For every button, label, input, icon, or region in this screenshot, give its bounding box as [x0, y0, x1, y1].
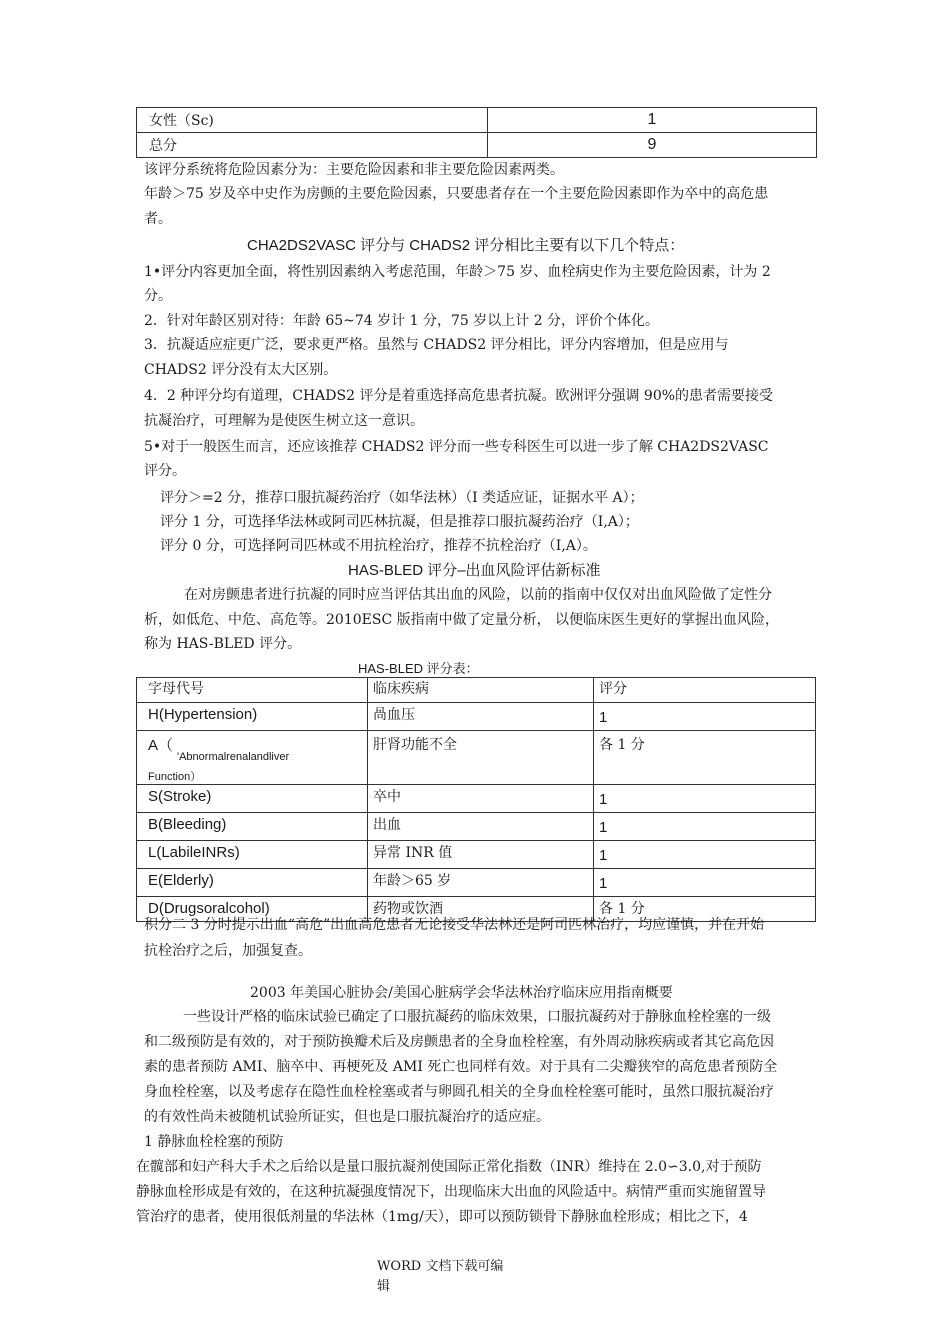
column-header: 评分: [594, 678, 816, 703]
footer-note: WORD 文档下载可编: [377, 1259, 504, 1274]
paragraph-line: 的有效性尚未被随机试验所证实，但也是口服抗凝治疗的适应症。: [144, 1109, 550, 1125]
paragraph-line: 3．抗凝适应症更广泛，要求更严格。虽然与 CHADS2 评分相比，评分内容增加，但是应用与: [144, 337, 729, 353]
paragraph-line: 析，如低危、中危、高危等。2010ESC 版指南中做了定量分析， 以便临床医生更好的掌握出血风险，: [144, 612, 780, 628]
clinical-condition: 年龄＞65 岁: [368, 869, 594, 897]
column-header: 字母代号: [137, 678, 368, 703]
letter-code: A（: [148, 737, 174, 754]
table-row: [137, 731, 816, 785]
clinical-condition: 药物或饮酒: [368, 897, 594, 922]
score-cell: [594, 841, 816, 869]
paragraph-line: 1•评分内容更加全面，将性别因素纳入考虑范围，年龄＞75 岁、血栓病史作为主要危险因素，计为 2: [144, 264, 771, 280]
row-value: 9: [488, 133, 817, 158]
paragraph-line: 在髋部和妇产科大手术之后给以是量口服抗凝剂使国际正常化指数（INR）维持在 2.0∽3.0,对于预防: [136, 1159, 762, 1175]
clinical-condition: 卒中: [368, 785, 594, 813]
letter-code: H(Hypertension): [137, 703, 368, 731]
paragraph-line: 4．2 种评分均有道理，CHADS2 评分是着重选择高危患者抗凝。欧洲评分强调 90%的患者需要接受: [144, 388, 774, 404]
letter-code: L(LabileINRs): [137, 841, 368, 869]
footer-note: 辑: [377, 1279, 391, 1294]
score-cell: [594, 703, 816, 731]
letter-code-detail: 'Abnormalrenalandliver: [177, 751, 290, 763]
section-heading: 2003 年美国心脏协会/美国心脏病学会华法林治疗临床应用指南概要: [250, 985, 673, 1001]
paragraph-line: 和二级预防是有效的，对于预防换瓣术后及房颤患者的全身血栓栓塞，有外周动脉疾病或者其它高危因: [144, 1034, 774, 1050]
paragraph-line: 年龄＞75 岁及卒中史作为房颤的主要危险因素，只要患者存在一个主要危险因素即作为卒中的高危患: [144, 186, 769, 202]
paragraph-line: 抗栓治疗之后，加强复查。: [144, 943, 312, 959]
score-cell: [594, 785, 816, 813]
letter-code: S(Stroke): [137, 785, 368, 813]
recommendation-line: 评分＞=2 分，推荐口服抗凝药治疗（如华法林）（I 类适应证，证据水平 A）；: [160, 490, 644, 506]
table-header-row: [137, 678, 816, 703]
paragraph-line: 者。: [144, 211, 172, 227]
paragraph-line: 抗凝治疗，可理解为是使医生树立这一意识。: [144, 413, 424, 429]
subsection-heading: 1 静脉血栓栓塞的预防: [144, 1134, 284, 1150]
letter-code: B(Bleeding): [137, 813, 368, 841]
table-row: [137, 703, 816, 731]
table-row: [137, 108, 817, 133]
table-row: [137, 133, 817, 158]
score-value: 各 1 分: [594, 731, 816, 785]
table-row: [137, 813, 816, 841]
paragraph-line: 评分。: [144, 463, 186, 479]
clinical-condition: 肝肾功能不全: [368, 731, 594, 785]
score-value: 1: [599, 819, 608, 836]
score-value: 1: [599, 791, 608, 808]
letter-code-cell: [137, 731, 368, 785]
paragraph-line: 管治疗的患者，使用很低剂量的华法林（1mg/天），即可以预防锁骨下静脉血栓形成；相比之下，4: [136, 1209, 748, 1225]
section-heading: CHA2DS2VASC 评分与 CHADS2 评分相比主要有以下几个特点：: [247, 237, 685, 254]
letter-code: D(Drugsoralcohol): [137, 897, 368, 922]
table-row: [137, 869, 816, 897]
score-cell: [594, 869, 816, 897]
paragraph-line: CHADS2 评分没有太大区别。: [144, 362, 338, 378]
score-cell: [594, 813, 816, 841]
row-value: 1: [488, 108, 817, 133]
score-value: 1: [599, 875, 608, 892]
clinical-condition: 出血: [368, 813, 594, 841]
has-bled-table: [136, 677, 816, 922]
paragraph-line: 称为 HAS-BLED 评分。: [144, 636, 302, 652]
paragraph-line: 2．针对年龄区别对待：年龄 65~74 岁计 1 分，75 岁以上计 2 分，评价个体化。: [144, 313, 660, 329]
column-header: 临床疾病: [368, 678, 594, 703]
clinical-condition: 咼血压: [368, 703, 594, 731]
table-row: [137, 841, 816, 869]
row-label: 总分: [137, 133, 488, 158]
score-value: 各 1 分: [594, 897, 816, 922]
paragraph-line: 素的患者预防 AMI、脑卒中、再梗死及 AMI 死亡也同样有效。对于具有二尖瓣狭窄的高危患者预防全: [144, 1059, 778, 1075]
paragraph-line: 身血栓栓塞，以及考虑存在隐性血栓栓塞或者与卵圆孔相关的全身血栓栓塞可能时，虽然口服抗凝治疗: [144, 1084, 774, 1100]
score-value: 1: [599, 709, 608, 726]
section-heading: HAS-BLED 评分–出血风险评估新标准: [348, 562, 601, 579]
paragraph-line: 积分二 3 分时提示出血“高危”出血高危患者无论接受华法林还是阿司匹林治疗，均应谨慎，并在开始: [144, 917, 765, 933]
score-summary-table: [136, 107, 817, 158]
paragraph-line: 一些设计严格的临床试验已确定了口服抗凝药的临床效果，口服抗凝药对于静脉血栓栓塞的一级: [183, 1009, 771, 1025]
paragraph-line: 该评分系统将危险因素分为：主要危险因素和非主要危险因素两类。: [144, 162, 564, 178]
paragraph-line: 静脉血栓形成是有效的，在这种抗凝强度情况下，出现临床大出血的风险适中。病情严重而实施留置导: [136, 1184, 766, 1200]
recommendation-line: 评分 0 分，可选择阿司匹林或不用抗栓治疗，推荐不抗栓治疗（I,A）。: [160, 538, 597, 554]
letter-code: E(Elderly): [137, 869, 368, 897]
paragraph-line: 在对房颤患者进行抗凝的同时应当评估其出血的风险，以前的指南中仅仅对出血风险做了定性分: [184, 587, 772, 603]
row-label: 女性（Sc): [137, 108, 488, 133]
paragraph-line: 分。: [144, 288, 172, 304]
table-row: [137, 785, 816, 813]
letter-code-overflow: Function）: [148, 771, 202, 783]
paragraph-line: 5•对于一般医生而言，还应该推荐 CHADS2 评分而一些专科医生可以进一步了解 CHA2DS2VASC: [144, 439, 769, 455]
recommendation-line: 评分 1 分，可选择华法林或阿司匹林抗凝，但是推荐口服抗凝药治疗（I,A）；: [160, 514, 639, 530]
table-caption: HAS-BLED 评分表：: [358, 661, 479, 676]
score-value: 1: [599, 847, 608, 864]
clinical-condition: 异常 INR 值: [368, 841, 594, 869]
